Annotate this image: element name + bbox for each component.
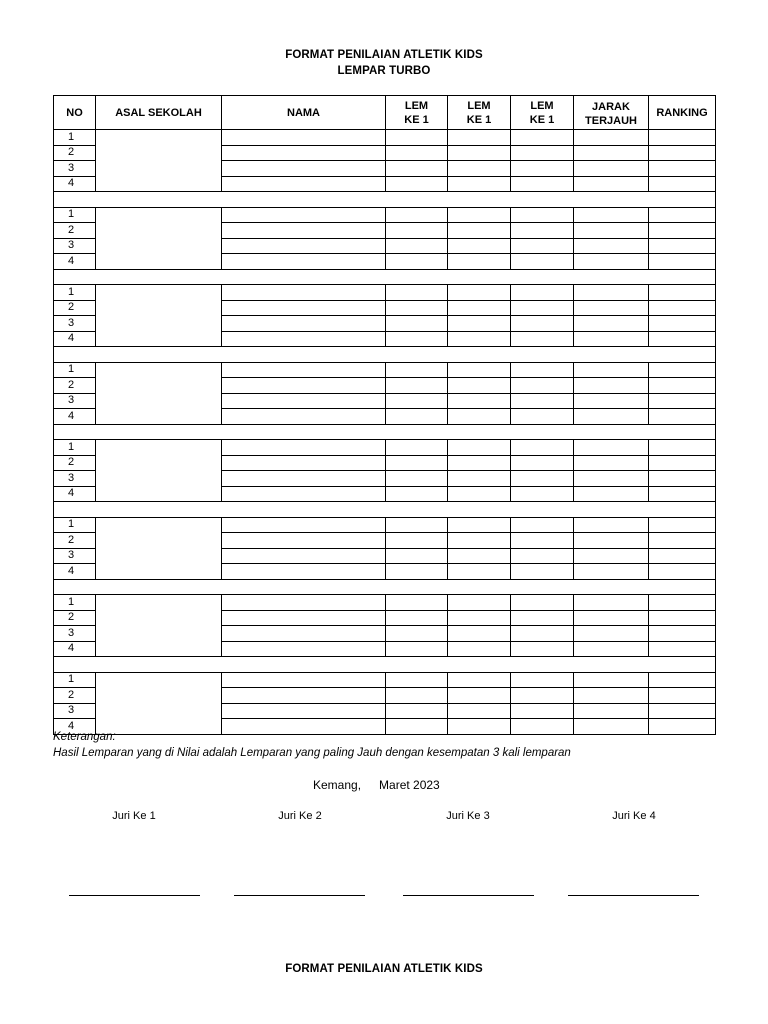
separator-cell [54,192,716,208]
lem-2-cell[interactable] [448,610,511,626]
ranking-cell[interactable] [649,688,716,704]
distance-cell[interactable] [574,161,649,177]
row-number: 4 [54,254,96,270]
ranking-cell[interactable] [649,254,716,270]
row-number: 1 [54,285,96,301]
name-cell[interactable] [222,331,386,347]
lem-1-cell[interactable] [386,362,448,378]
judge-2-signature-line[interactable] [234,895,365,896]
lem-2-cell[interactable] [448,207,511,223]
ranking-cell[interactable] [649,300,716,316]
name-cell[interactable] [222,533,386,549]
ranking-cell[interactable] [649,641,716,657]
ranking-cell[interactable] [649,393,716,409]
lem-2-cell[interactable] [448,285,511,301]
lem-2-cell[interactable] [448,703,511,719]
ranking-cell[interactable] [649,564,716,580]
row-number: 4 [54,641,96,657]
distance-cell[interactable] [574,331,649,347]
ranking-cell[interactable] [649,409,716,425]
judge-2-label: Juri Ke 2 [278,810,322,822]
lem-2-cell[interactable] [448,672,511,688]
ranking-cell[interactable] [649,455,716,471]
group-separator-row [54,502,716,518]
distance-cell[interactable] [574,548,649,564]
lem-1-cell[interactable] [386,223,448,239]
ranking-cell[interactable] [649,548,716,564]
lem-3-cell[interactable] [511,145,574,161]
lem-1-cell[interactable] [386,285,448,301]
lem-3-cell[interactable] [511,130,574,146]
lem-2-cell[interactable] [448,409,511,425]
lem-3-cell[interactable] [511,362,574,378]
lem-3-cell[interactable] [511,486,574,502]
judge-3-signature-line[interactable] [403,895,534,896]
row-number: 4 [54,331,96,347]
separator-cell [54,502,716,518]
lem-2-cell[interactable] [448,533,511,549]
ranking-cell[interactable] [649,362,716,378]
school-cell[interactable] [96,130,222,192]
distance-cell[interactable] [574,471,649,487]
ranking-cell[interactable] [649,533,716,549]
ranking-cell[interactable] [649,331,716,347]
row-number: 1 [54,517,96,533]
col-nama: NAMA [222,96,386,130]
name-cell[interactable] [222,316,386,332]
distance-cell[interactable] [574,145,649,161]
distance-cell[interactable] [574,564,649,580]
lem-3-cell[interactable] [511,517,574,533]
name-cell[interactable] [222,393,386,409]
school-cell[interactable] [96,672,222,734]
lem-3-cell[interactable] [511,548,574,564]
lem-1-cell[interactable] [386,161,448,177]
row-number: 4 [54,486,96,502]
table-row [54,130,716,146]
ranking-cell[interactable] [649,378,716,394]
name-cell[interactable] [222,440,386,456]
ranking-cell[interactable] [649,517,716,533]
distance-cell[interactable] [574,300,649,316]
distance-cell[interactable] [574,393,649,409]
ranking-cell[interactable] [649,145,716,161]
separator-cell [54,579,716,595]
lem-3-cell[interactable] [511,300,574,316]
distance-cell[interactable] [574,455,649,471]
distance-cell[interactable] [574,130,649,146]
lem-2-cell[interactable] [448,362,511,378]
distance-cell[interactable] [574,176,649,192]
lem-1-cell[interactable] [386,564,448,580]
row-number: 1 [54,130,96,146]
lem-1-cell[interactable] [386,548,448,564]
row-number: 2 [54,533,96,549]
distance-cell[interactable] [574,533,649,549]
lem-1-cell[interactable] [386,672,448,688]
lem-3-cell[interactable] [511,393,574,409]
distance-cell[interactable] [574,409,649,425]
name-cell[interactable] [222,486,386,502]
separator-cell [54,269,716,285]
lem-2-cell[interactable] [448,564,511,580]
lem-1-cell[interactable] [386,393,448,409]
distance-cell[interactable] [574,703,649,719]
lem-3-cell[interactable] [511,719,574,735]
lem-3-cell[interactable] [511,207,574,223]
distance-cell[interactable] [574,254,649,270]
lem-3-cell[interactable] [511,564,574,580]
table-row [54,207,716,223]
row-number: 2 [54,145,96,161]
notes-text: Hasil Lemparan yang di Nilai adalah Lemparan yang paling Jauh dengan kesempatan 3 kali lemparan [53,747,571,759]
lem-1-cell[interactable] [386,238,448,254]
name-cell[interactable] [222,517,386,533]
ranking-cell[interactable] [649,610,716,626]
lem-3-cell[interactable] [511,176,574,192]
ranking-cell[interactable] [649,285,716,301]
ranking-cell[interactable] [649,161,716,177]
lem-1-cell[interactable] [386,533,448,549]
separator-cell [54,347,716,363]
col-asal-sekolah: ASAL SEKOLAH [96,96,222,130]
lem-2-cell[interactable] [448,440,511,456]
judge-4-signature-line[interactable] [568,895,699,896]
ranking-cell[interactable] [649,703,716,719]
row-number: 1 [54,595,96,611]
lem-2-cell[interactable] [448,145,511,161]
distance-cell[interactable] [574,362,649,378]
lem-3-cell[interactable] [511,331,574,347]
group-separator-row [54,192,716,208]
place-date [313,778,440,792]
footer-title: FORMAT PENILAIAN ATLETIK KIDS [285,963,483,975]
lem-1-cell[interactable] [386,703,448,719]
judge-1-label: Juri Ke 1 [112,810,156,822]
separator-cell [54,424,716,440]
school-cell[interactable] [96,440,222,502]
row-number: 2 [54,688,96,704]
name-cell[interactable] [222,145,386,161]
lem-1-cell[interactable] [386,440,448,456]
lem-2-cell[interactable] [448,455,511,471]
form-subtitle: LEMPAR TURBO [337,65,431,77]
distance-cell[interactable] [574,517,649,533]
name-cell[interactable] [222,626,386,642]
name-cell[interactable] [222,300,386,316]
ranking-cell[interactable] [649,486,716,502]
place-text: Kemang, [313,778,362,792]
col-ranking: RANKING [649,96,716,130]
school-cell[interactable] [96,517,222,579]
ranking-cell[interactable] [649,626,716,642]
group-separator-row [54,657,716,673]
name-cell[interactable] [222,378,386,394]
row-number: 4 [54,719,96,735]
group-separator-row [54,347,716,363]
lem-1-cell[interactable] [386,316,448,332]
school-cell[interactable] [96,207,222,269]
lem-3-cell[interactable] [511,378,574,394]
separator-cell [54,657,716,673]
distance-cell[interactable] [574,626,649,642]
lem-3-cell[interactable] [511,703,574,719]
lem-1-cell[interactable] [386,145,448,161]
row-number: 3 [54,626,96,642]
lem-3-cell[interactable] [511,533,574,549]
lem-1-cell[interactable] [386,595,448,611]
row-number: 1 [54,207,96,223]
name-cell[interactable] [222,409,386,425]
name-cell[interactable] [222,595,386,611]
lem-3-cell[interactable] [511,688,574,704]
lem-2-cell[interactable] [448,548,511,564]
row-number: 3 [54,238,96,254]
table-row [54,285,716,301]
lem-3-cell[interactable] [511,285,574,301]
name-cell[interactable] [222,176,386,192]
name-cell[interactable] [222,238,386,254]
lem-3-cell[interactable] [511,455,574,471]
lem-2-cell[interactable] [448,161,511,177]
row-number: 3 [54,393,96,409]
lem-1-cell[interactable] [386,378,448,394]
lem-1-cell[interactable] [386,626,448,642]
ranking-cell[interactable] [649,440,716,456]
name-cell[interactable] [222,207,386,223]
lem-2-cell[interactable] [448,130,511,146]
table-row [54,440,716,456]
date-text: Maret 2023 [379,778,440,792]
row-number: 2 [54,378,96,394]
ranking-cell[interactable] [649,719,716,735]
row-number: 3 [54,161,96,177]
lem-1-cell[interactable] [386,455,448,471]
lem-1-cell[interactable] [386,719,448,735]
row-number: 4 [54,409,96,425]
row-number: 2 [54,455,96,471]
lem-3-cell[interactable] [511,409,574,425]
lem-1-cell[interactable] [386,471,448,487]
ranking-cell[interactable] [649,316,716,332]
lem-3-cell[interactable] [511,595,574,611]
row-number: 1 [54,672,96,688]
lem-2-cell[interactable] [448,393,511,409]
lem-2-cell[interactable] [448,486,511,502]
row-number: 3 [54,471,96,487]
ranking-cell[interactable] [649,672,716,688]
distance-cell[interactable] [574,688,649,704]
name-cell[interactable] [222,672,386,688]
lem-1-cell[interactable] [386,207,448,223]
lem-2-cell[interactable] [448,626,511,642]
lem-3-cell[interactable] [511,471,574,487]
table-row [54,362,716,378]
row-number: 4 [54,176,96,192]
name-cell[interactable] [222,688,386,704]
lem-1-cell[interactable] [386,610,448,626]
name-cell[interactable] [222,161,386,177]
lem-1-cell[interactable] [386,331,448,347]
distance-cell[interactable] [574,285,649,301]
school-cell[interactable] [96,362,222,424]
lem-2-cell[interactable] [448,176,511,192]
lem-1-cell[interactable] [386,176,448,192]
lem-2-cell[interactable] [448,719,511,735]
name-cell[interactable] [222,610,386,626]
ranking-cell[interactable] [649,207,716,223]
school-cell[interactable] [96,595,222,657]
lem-1-cell[interactable] [386,130,448,146]
lem-2-cell[interactable] [448,378,511,394]
lem-1-cell[interactable] [386,486,448,502]
col-lem-1: LEM KE 1 [386,96,448,130]
lem-2-cell[interactable] [448,223,511,239]
row-number: 1 [54,440,96,456]
lem-2-cell[interactable] [448,316,511,332]
name-cell[interactable] [222,641,386,657]
form-title: FORMAT PENILAIAN ATLETIK KIDS [285,49,483,61]
ranking-cell[interactable] [649,176,716,192]
lem-3-cell[interactable] [511,254,574,270]
row-number: 1 [54,362,96,378]
group-separator-row [54,269,716,285]
table-row [54,517,716,533]
name-cell[interactable] [222,285,386,301]
name-cell[interactable] [222,719,386,735]
col-jarak-terjauh: JARAK TERJAUH [574,96,649,130]
lem-1-cell[interactable] [386,300,448,316]
lem-2-cell[interactable] [448,517,511,533]
notes-label: Keterangan: [53,731,116,743]
lem-3-cell[interactable] [511,610,574,626]
name-cell[interactable] [222,455,386,471]
name-cell[interactable] [222,548,386,564]
distance-cell[interactable] [574,440,649,456]
distance-cell[interactable] [574,641,649,657]
score-table [53,95,716,735]
row-number: 3 [54,703,96,719]
judge-4-label: Juri Ke 4 [612,810,656,822]
lem-1-cell[interactable] [386,688,448,704]
name-cell[interactable] [222,703,386,719]
group-separator-row [54,424,716,440]
col-lem-2: LEM KE 1 [448,96,511,130]
ranking-cell[interactable] [649,595,716,611]
lem-1-cell[interactable] [386,254,448,270]
lem-2-cell[interactable] [448,595,511,611]
judge-3-label: Juri Ke 3 [446,810,490,822]
distance-cell[interactable] [574,719,649,735]
distance-cell[interactable] [574,610,649,626]
lem-3-cell[interactable] [511,440,574,456]
lem-1-cell[interactable] [386,409,448,425]
row-number: 4 [54,564,96,580]
distance-cell[interactable] [574,595,649,611]
name-cell[interactable] [222,471,386,487]
distance-cell[interactable] [574,207,649,223]
lem-1-cell[interactable] [386,517,448,533]
row-number: 2 [54,223,96,239]
row-number: 2 [54,610,96,626]
lem-3-cell[interactable] [511,316,574,332]
distance-cell[interactable] [574,238,649,254]
lem-2-cell[interactable] [448,300,511,316]
name-cell[interactable] [222,254,386,270]
lem-2-cell[interactable] [448,688,511,704]
group-separator-row [54,579,716,595]
ranking-cell[interactable] [649,471,716,487]
lem-2-cell[interactable] [448,641,511,657]
lem-3-cell[interactable] [511,223,574,239]
lem-3-cell[interactable] [511,672,574,688]
lem-3-cell[interactable] [511,641,574,657]
name-cell[interactable] [222,223,386,239]
table-row [54,672,716,688]
lem-2-cell[interactable] [448,331,511,347]
table-header-row [54,96,716,130]
lem-3-cell[interactable] [511,161,574,177]
distance-cell[interactable] [574,672,649,688]
col-lem-3: LEM KE 1 [511,96,574,130]
distance-cell[interactable] [574,486,649,502]
name-cell[interactable] [222,564,386,580]
name-cell[interactable] [222,130,386,146]
row-number: 3 [54,548,96,564]
row-number: 2 [54,300,96,316]
distance-cell[interactable] [574,316,649,332]
ranking-cell[interactable] [649,130,716,146]
lem-3-cell[interactable] [511,238,574,254]
distance-cell[interactable] [574,378,649,394]
table-row [54,595,716,611]
col-no: NO [54,96,96,130]
lem-2-cell[interactable] [448,254,511,270]
lem-1-cell[interactable] [386,641,448,657]
school-cell[interactable] [96,285,222,347]
lem-2-cell[interactable] [448,471,511,487]
judge-1-signature-line[interactable] [69,895,200,896]
name-cell[interactable] [222,362,386,378]
ranking-cell[interactable] [649,238,716,254]
distance-cell[interactable] [574,223,649,239]
ranking-cell[interactable] [649,223,716,239]
lem-2-cell[interactable] [448,238,511,254]
lem-3-cell[interactable] [511,626,574,642]
row-number: 3 [54,316,96,332]
